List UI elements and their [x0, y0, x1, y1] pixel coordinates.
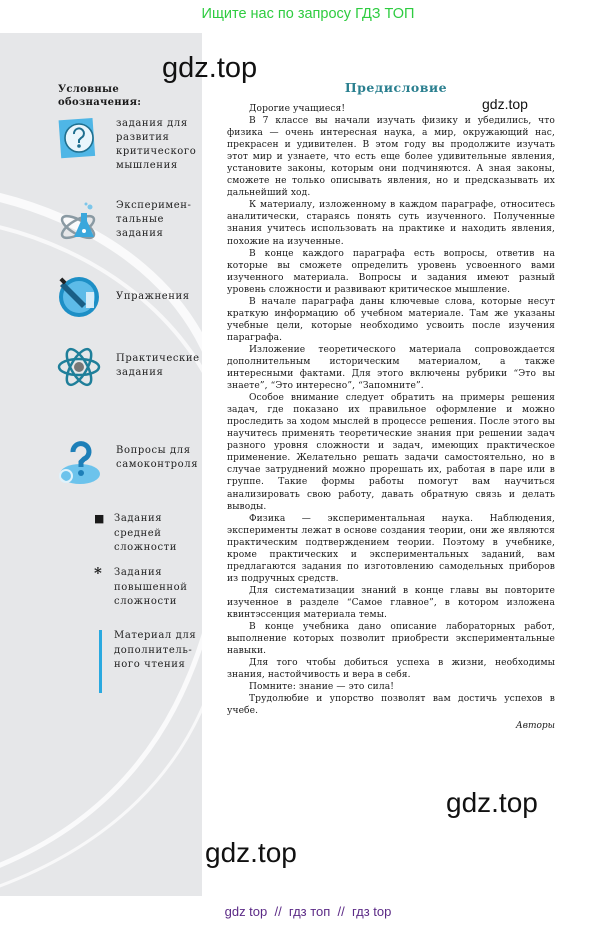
legend-label-line: сложности [114, 596, 178, 607]
legend-label-line: сложности [114, 542, 178, 553]
question-cloud-icon [56, 440, 102, 486]
legend-medium-difficulty [94, 512, 177, 556]
legend-label [116, 352, 200, 380]
legend-label-line: средней [114, 527, 162, 539]
paragraph: В конце каждого параграфа есть вопросы, ответив на которые вы сможете определить уровень усвоенного вами изученного материала. Вопросы и задания имеют разный уровень сложности и развивают критическое мышление. [227, 248, 555, 295]
legend-label-line: самоконтроля [116, 459, 199, 470]
paragraph: Помните: знание — это сила! [249, 682, 394, 693]
paragraph: Для того чтобы добиться успеха в жизни, необходимы знания, настойчивость и вера в себя. [227, 658, 555, 681]
question-circle-icon [56, 117, 102, 163]
greeting: Дорогие учащиеся! [249, 104, 346, 114]
legend-additional-reading [94, 629, 196, 673]
square-marker-icon: ■ [94, 512, 105, 525]
legend-label [116, 444, 198, 472]
marker-spacer [94, 629, 114, 673]
watermark: gdz.top [482, 96, 528, 112]
watermark: gdz.top [446, 787, 538, 818]
atom-icon [56, 344, 102, 390]
signature: Авторы [515, 721, 555, 732]
watermark: gdz.top [205, 837, 297, 868]
preface-content [227, 80, 555, 731]
legend-item-experimental [56, 199, 192, 245]
legend-label [116, 199, 192, 241]
legend-label-line: Задания [114, 567, 163, 578]
legend-item-practical [56, 344, 200, 390]
legend-label-line: Вопросы для [116, 445, 191, 456]
legend-label-line: дополнитель- [114, 644, 193, 656]
legend-label-line: Упражнения [116, 291, 190, 302]
legend-title-line: обозначения: [58, 97, 142, 108]
legend-high-difficulty [94, 566, 188, 610]
legend-label-line: тальные [116, 214, 165, 225]
pencil-icon [56, 274, 102, 320]
legend-label [116, 290, 190, 304]
legend-label-line: мышления [116, 160, 178, 171]
legend-label-line: повышенной [114, 581, 188, 593]
legend-sidebar [0, 33, 202, 896]
paragraph: Особое внимание следует обратить на примеры решения задач, где показано их правильное оформление и можно проследить за ходом мыслей в процессе решения. После этого вы научитесь применять теоретические знания при решении задач разного уровня сложности и задач, имеющих практическое применение. Желательно решать задачи самостоятельно, но в случае затруднений можно прорешать их, работая в паре или в группе. Такие формы работы помогут вам научиться анализировать свою работу, давать обратную связь и делать выводы. [227, 393, 555, 512]
bottom-links[interactable]: gdz top // гдз топ // гдз top [224, 904, 392, 919]
paragraph: Трудолюбие и упорство позволят вам достичь успехов в учебе. [227, 694, 555, 717]
legend-label-line: задания [116, 367, 164, 378]
legend-label [114, 566, 188, 610]
paragraph: В 7 классе вы начали изучать физику и убедились, что физика — очень интересная наука, а мир, окружающий нас, прекрасен и удивителен. В этом году вы продолжите изучать этот мир и узнаете, что есть еще более удивительные явления, установите законы, которым они подчиняются. А зная законы, сможете не только описывать явления, но и предсказывать их дальнейший ход. [227, 116, 555, 199]
paragraph: К материалу, изложенному в каждом параграфе, относитесь аналитически, стараясь понять суть изученного. Полученные знания учитесь использовать на практике и находить явления, похожие на изученные. [227, 200, 555, 247]
paragraph: В конце учебника дано описание лабораторных работ, выполнение которых позволит приобрести экспериментальные навыки. [227, 622, 555, 657]
legend-label-line: Материал для [114, 630, 197, 641]
legend-label-line: критического [116, 146, 197, 157]
legend-title-line: Условные [58, 84, 119, 95]
legend-label [116, 117, 196, 173]
top-banner[interactable]: Ищите нас по запросу ГДЗ ТОП [201, 6, 415, 22]
legend-item-exercises [56, 274, 190, 320]
paragraph: Для систематизации знаний в конце главы вы повторите изученное в разделе “Самое главное”, в котором изложена квинтэссенция материала темы. [227, 585, 555, 620]
flask-atom-icon [56, 199, 102, 245]
legend-label-line: развития [116, 132, 170, 143]
legend-item-self-check [56, 440, 198, 486]
legend-title [58, 83, 141, 109]
watermark: gdz.top [162, 52, 258, 84]
legend-label-line: Эксперимен- [116, 200, 192, 211]
legend-label-line: ного чтения [114, 659, 186, 670]
legend-label-line: Задания [114, 513, 163, 524]
paragraph: Изложение теоретического материала сопровождается дополнительным историческим материалом, а также интересными фактами. Для этого включены рубрики “Это вы знаете”, “Это интересно”, “Запомните”. [227, 344, 555, 392]
asterisk-marker-icon: * [94, 564, 102, 582]
paragraph: В начале параграфа даны ключевые слова, которые несут краткую информацию об учебном материале. Там же указаны учебные цели, которые необходимо усвоить после изучения параграфа. [227, 296, 555, 343]
legend-label [114, 512, 177, 556]
page-title: Предисловие [344, 80, 448, 95]
legend-label-line: задания [116, 228, 164, 239]
legend-label-line: задания для [116, 118, 188, 129]
paragraph: Физика — экспериментальная наука. Наблюдения, эксперименты лежат в основе создания теории, они же являются практическим подтверждением теории. Поэтому в учебнике, кроме практических и экспериментальных заданий, вам предлагаются задания по изготовлению самодельных приборов из подручных средств. [227, 513, 555, 584]
legend-label [114, 629, 196, 673]
legend-item-critical-thinking [56, 117, 196, 173]
legend-label-line: Практические [116, 353, 200, 364]
